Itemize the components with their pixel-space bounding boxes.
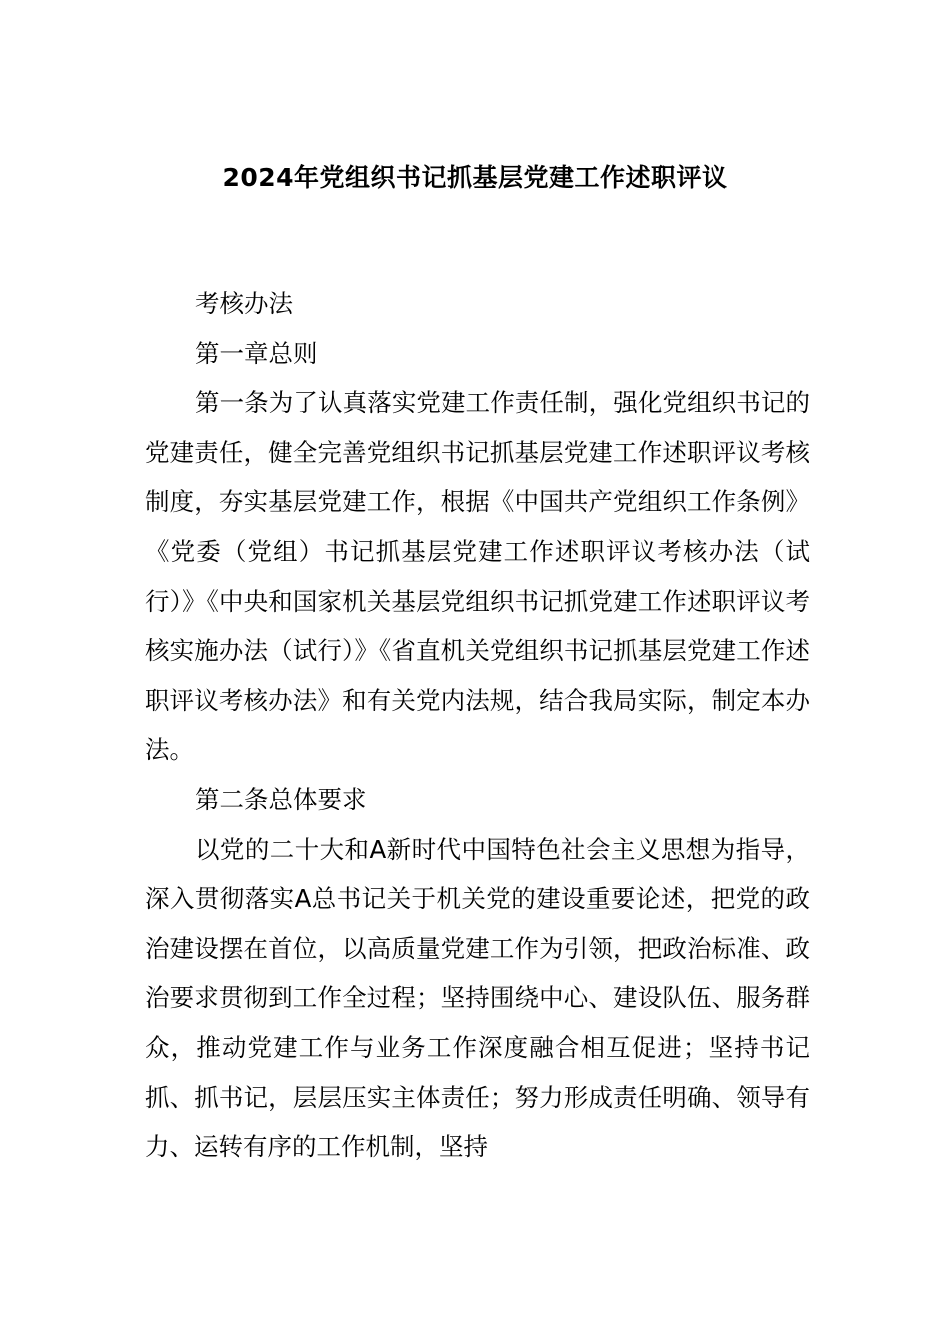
document-body <box>145 279 810 1172</box>
paragraph-article-two-body: 以党的二十大和A新时代中国特色社会主义思想为指导，深入贯彻落实A总书记关于机关党的建设重要论述，把党的政治建设摆在首位，以高质量党建工作为引领，把政治标准、政治要求贯彻到工作全过程；坚持围绕中心、建设队伍、服务群众，推动党建工作与业务工作深度融合相互促进；坚持书记抓、抓书记，层层压实主体责任；努力形成责任明确、领导有力、运转有序的工作机制，坚持 <box>145 834 810 1162</box>
paragraph-chapter-one: 第一章总则 <box>195 338 318 368</box>
paragraph-assessment-method: 考核办法 <box>195 289 293 318</box>
paragraph-article-one: 第一条为了认真落实党建工作责任制，强化党组织书记的党建责任，健全完善党组织书记抓基层党建工作述职评议考核制度，夯实基层党建工作，根据《中国共产党组织工作条例》《党委（党组）书记抓基层党建工作述职评议考核办法（试行）》《中央和国家机关基层党组织书记抓党建工作述职评议考核实施办法（试行）》《省直机关党组织书记抓基层党建工作述职评议考核办法》和有关党内法规，结合我局实际，制定本办法。 <box>145 388 810 765</box>
paragraph-article-two-heading: 第二条总体要求 <box>195 784 367 814</box>
document-title: 2024年党组织书记抓基层党建工作述职评议 <box>222 163 728 192</box>
